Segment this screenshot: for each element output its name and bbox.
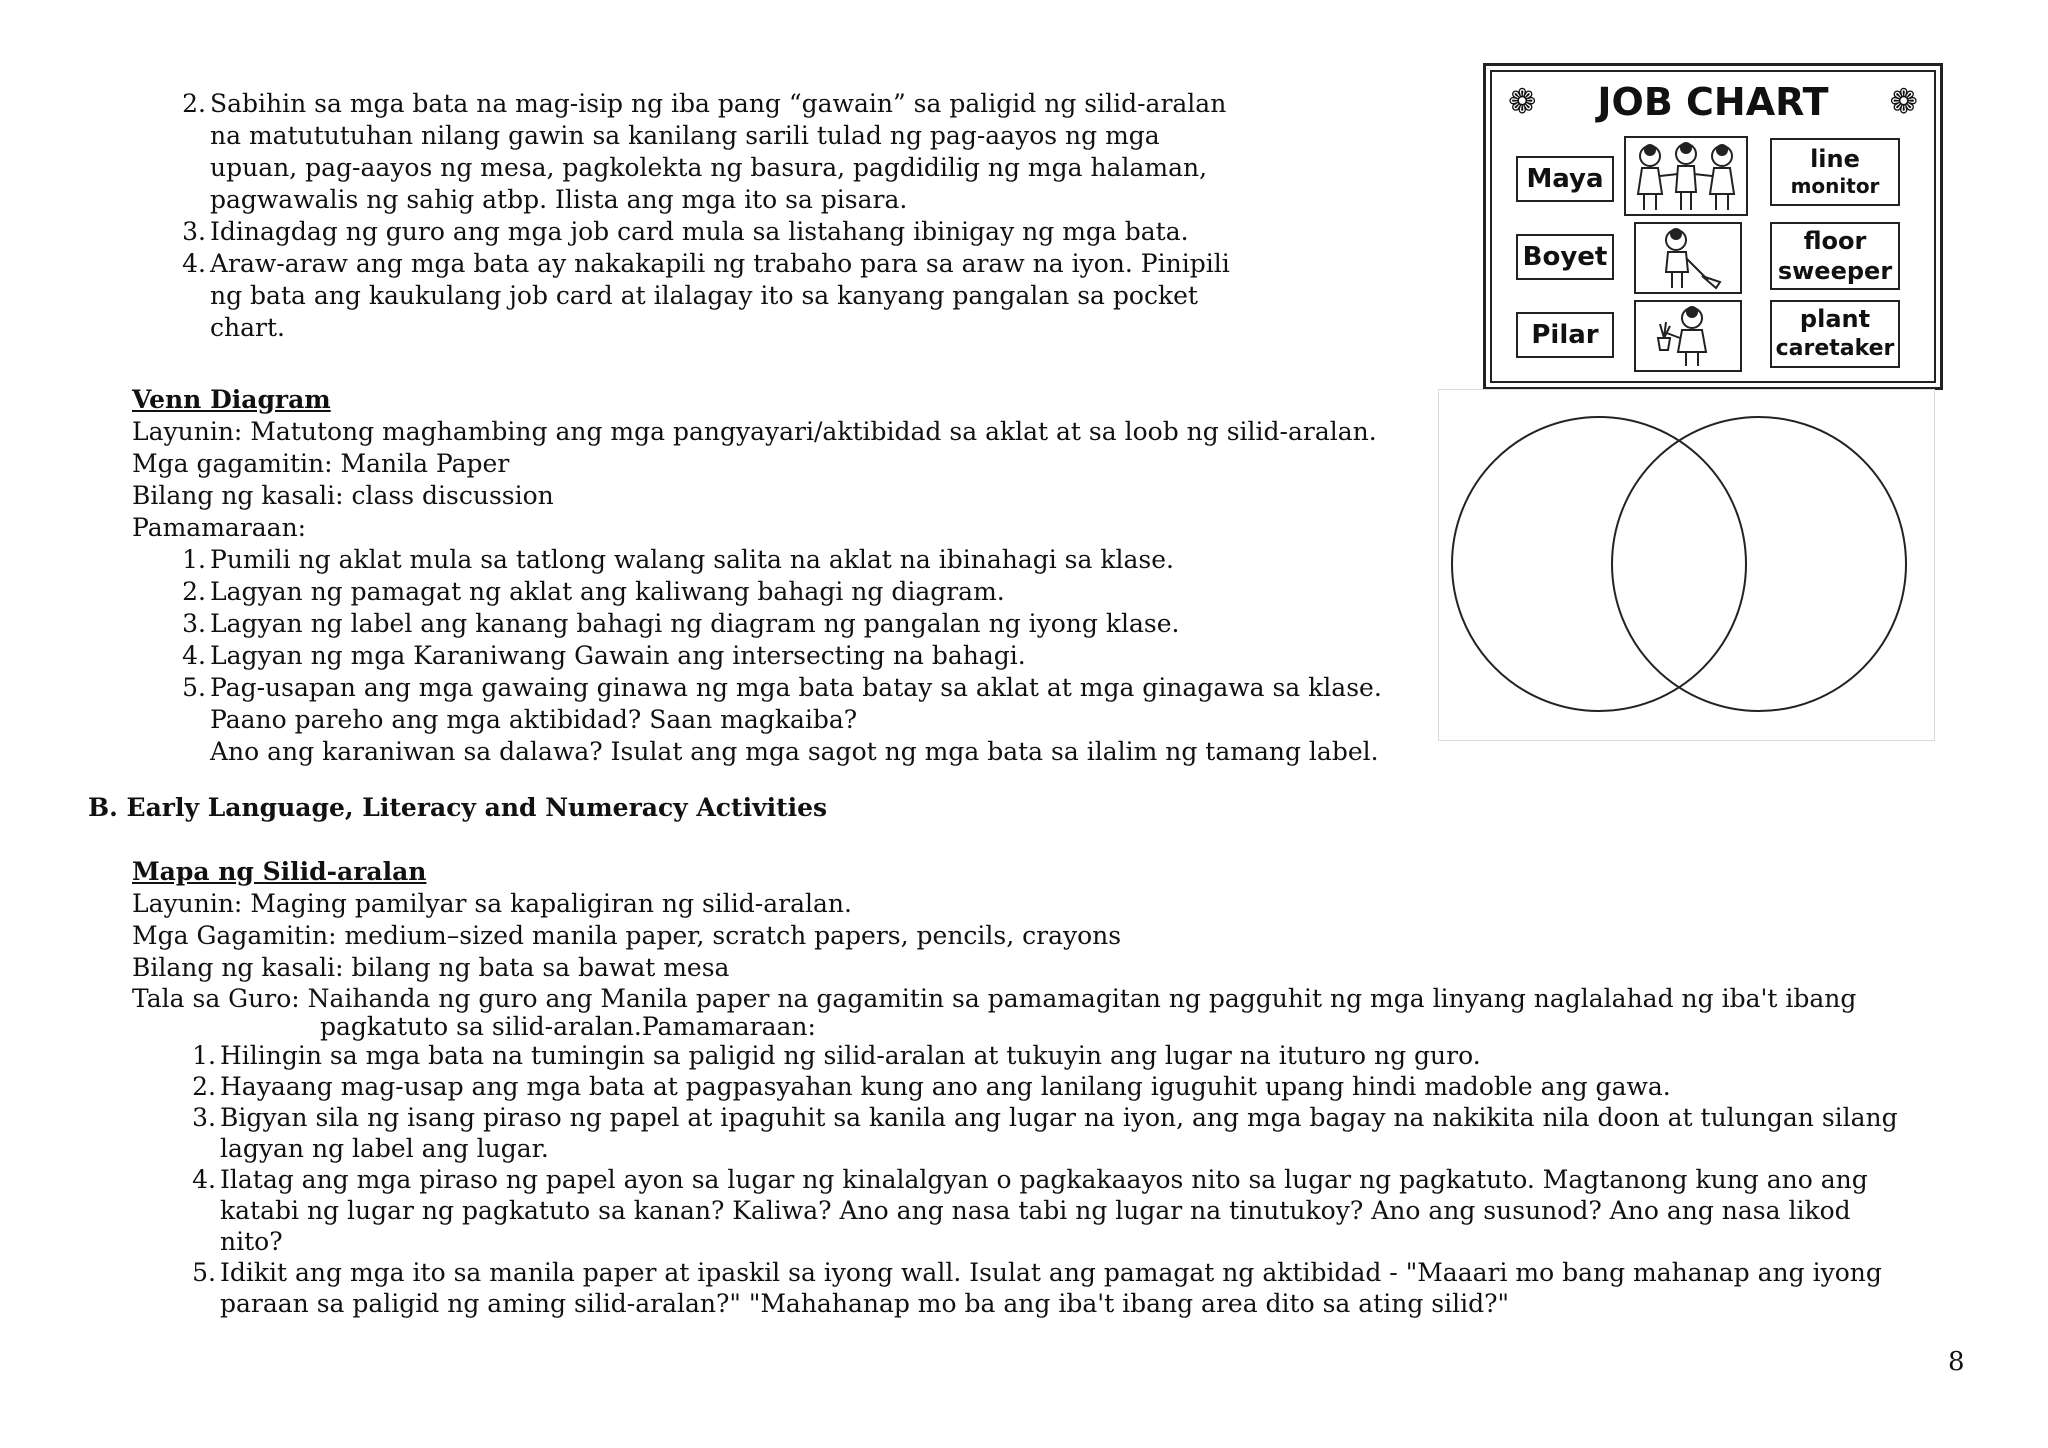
- list-item: [182, 576, 1382, 608]
- list-item: [182, 640, 1382, 672]
- job-line-2: caretaker: [1775, 336, 1895, 361]
- list-item-text: Pumili ng aklat mula sa tatlong walang salita na aklat na ibinahagi sa klase.: [210, 545, 1174, 574]
- list-item: [192, 1102, 1898, 1164]
- list-item: [182, 672, 1382, 768]
- list-number: 4.: [192, 1165, 216, 1194]
- list-number: 5.: [192, 1258, 216, 1287]
- list-number: 1.: [182, 545, 206, 574]
- job-chart-name: Maya: [1516, 156, 1614, 202]
- list-item-text: paraan sa paligid ng aming silid-aralan?" "Mahahanap mo ba ang iba't ibang area dito sa ating silid?": [220, 1289, 1509, 1318]
- job-chart-name: Boyet: [1516, 234, 1614, 280]
- list-number: 1.: [192, 1041, 216, 1070]
- flower-icon: ❁: [1508, 82, 1537, 122]
- job-chart-illustration: [1483, 63, 1943, 390]
- list-item-text: Ilatag ang mga piraso ng papel ayon sa lugar ng kinalalgyan o pagkakaayos nito sa lugar ng pagkatuto. Magtanong kung ano ang: [220, 1165, 1868, 1194]
- job-chart-job: [1770, 138, 1900, 206]
- list-item: [182, 216, 1230, 248]
- top-numbered-list: [182, 88, 1230, 344]
- venn-kasali: Bilang ng kasali: class discussion: [132, 481, 554, 510]
- list-item-text: Hilingin sa mga bata na tumingin sa paligid ng silid-aralan at tukuyin ang lugar na ituturo ng guro.: [220, 1041, 1481, 1070]
- list-item-text: lagyan ng label ang lugar.: [220, 1134, 549, 1163]
- list-item: [182, 88, 1230, 216]
- venn-layunin: Layunin: Matutong maghambing ang mga pangyayari/aktibidad sa aklat at sa loob ng silid-aralan.: [132, 417, 1377, 446]
- job-line-2: sweeper: [1777, 257, 1893, 285]
- list-item-text: nito?: [220, 1227, 283, 1256]
- venn-section: [132, 384, 1382, 768]
- job-line-1: plant: [1799, 305, 1871, 333]
- list-item-text: Lagyan ng pamagat ng aklat ang kaliwang bahagi ng diagram.: [210, 577, 1005, 606]
- job-line-2: monitor: [1790, 174, 1880, 198]
- boy-sweeping-icon: [1634, 222, 1742, 294]
- venn-right-circle: [1612, 417, 1906, 711]
- list-item-text: Hayaang mag-usap ang mga bata at pagpasyahan kung ano ang lanilang iguguhit upang hindi madoble ang gawa.: [220, 1072, 1671, 1101]
- list-item-text: upuan, pag-aayos ng mesa, pagkolekta ng basura, pagdidilig ng mga halaman,: [210, 153, 1208, 182]
- job-chart-title: JOB CHART: [1597, 80, 1829, 124]
- list-item-text: Lagyan ng mga Karaniwang Gawain ang intersecting na bahagi.: [210, 641, 1026, 670]
- list-item-text: Sabihin sa mga bata na mag-isip ng iba pang “gawain” sa paligid ng silid-aralan: [210, 89, 1227, 118]
- list-item-text: Bigyan sila ng isang piraso ng papel at ipaguhit sa kanila ang lugar na iyon, ang mga bagay na nakikita nila doon at tulungan silang: [220, 1103, 1898, 1132]
- venn-left-circle: [1452, 417, 1746, 711]
- venn-gamitin: Mga gagamitin: Manila Paper: [132, 449, 510, 478]
- list-number: 2.: [182, 89, 206, 118]
- list-item: [192, 1257, 1898, 1319]
- job-line-1: line: [1810, 145, 1860, 173]
- list-item-text: Paano pareho ang mga aktibidad? Saan magkaiba?: [210, 705, 858, 734]
- mapa-section: [132, 856, 1898, 1319]
- list-number: 3.: [182, 609, 206, 638]
- list-item-text: na matututuhan nilang gawin sa kanilang sarili tulad ng pag-aayos ng mga: [210, 121, 1160, 150]
- mapa-heading: Mapa ng Silid-aralan: [132, 857, 427, 886]
- mapa-kasali: Bilang ng kasali: bilang ng bata sa bawat mesa: [132, 953, 730, 982]
- list-number: 3.: [182, 217, 206, 246]
- list-number: 2.: [192, 1072, 216, 1101]
- list-item: [182, 608, 1382, 640]
- list-item-text: Idinagdag ng guro ang mga job card mula sa listahang ibinigay ng mga bata.: [210, 217, 1189, 246]
- job-chart-name: Pilar: [1516, 312, 1614, 358]
- list-number: 3.: [192, 1103, 216, 1132]
- venn-pamamaraan: Pamamaraan:: [132, 513, 307, 542]
- job-chart-job: [1770, 222, 1900, 290]
- list-number: 4.: [182, 249, 206, 278]
- mapa-layunin: Layunin: Maging pamilyar sa kapaligiran ng silid-aralan.: [132, 889, 852, 918]
- children-holding-hands-icon: [1624, 136, 1748, 216]
- list-item-text: Idikit ang mga ito sa manila paper at ipaskil sa iyong wall. Isulat ang pamagat ng aktibidad - "Maaari mo bang mahanap ang iyong: [220, 1258, 1882, 1287]
- girl-with-plant-icon: [1634, 300, 1742, 372]
- list-item: [182, 544, 1382, 576]
- mapa-tala-cont: pagkatuto sa silid-aralan.Pamamaraan:: [320, 1012, 816, 1041]
- list-item: [182, 248, 1230, 344]
- list-item-text: ng bata ang kaukulang job card at ilalagay ito sa kanyang pangalan sa pocket: [210, 281, 1198, 310]
- job-line-1: floor: [1803, 227, 1867, 255]
- list-item-text: Pag-usapan ang mga gawaing ginawa ng mga bata batay sa aklat at mga ginagawa sa klase.: [210, 673, 1382, 702]
- list-item-text: pagwawalis ng sahig atbp. Ilista ang mga ito sa pisara.: [210, 185, 908, 214]
- list-item: [192, 1071, 1898, 1102]
- list-item-text: Ano ang karaniwan sa dalawa? Isulat ang mga sagot ng mga bata sa ilalim ng tamang label.: [210, 737, 1379, 766]
- list-number: 4.: [182, 641, 206, 670]
- mapa-gamitin: Mga Gagamitin: medium–sized manila paper, scratch papers, pencils, crayons: [132, 921, 1122, 950]
- venn-diagram-illustration: [1438, 389, 1935, 741]
- flower-icon: ❁: [1889, 82, 1918, 122]
- list-item-text: chart.: [210, 313, 285, 342]
- list-item-text: Araw-araw ang mga bata ay nakakapili ng trabaho para sa araw na iyon. Pinipili: [210, 249, 1230, 278]
- venn-heading: Venn Diagram: [132, 385, 331, 414]
- list-item: [192, 1040, 1898, 1071]
- section-b-heading: B. Early Language, Literacy and Numeracy Activities: [88, 793, 828, 822]
- list-item-text: katabi ng lugar ng pagkatuto sa kanan? Kaliwa? Ano ang nasa tabi ng lugar na tinutukoy? Ano ang susunod? Ano ang nasa likod: [220, 1196, 1851, 1225]
- page-number: 8: [1948, 1347, 1965, 1377]
- list-number: 2.: [182, 577, 206, 606]
- list-item: [192, 1164, 1898, 1257]
- job-chart-job: [1770, 300, 1900, 368]
- list-number: 5.: [182, 673, 206, 702]
- list-item-text: Lagyan ng label ang kanang bahagi ng diagram ng pangalan ng iyong klase.: [210, 609, 1180, 638]
- mapa-tala: Tala sa Guro: Naihanda ng guro ang Manila paper na gagamitin sa pamamagitan ng pagguhit ng mga linyang naglalahad ng iba't ibang: [132, 984, 1857, 1013]
